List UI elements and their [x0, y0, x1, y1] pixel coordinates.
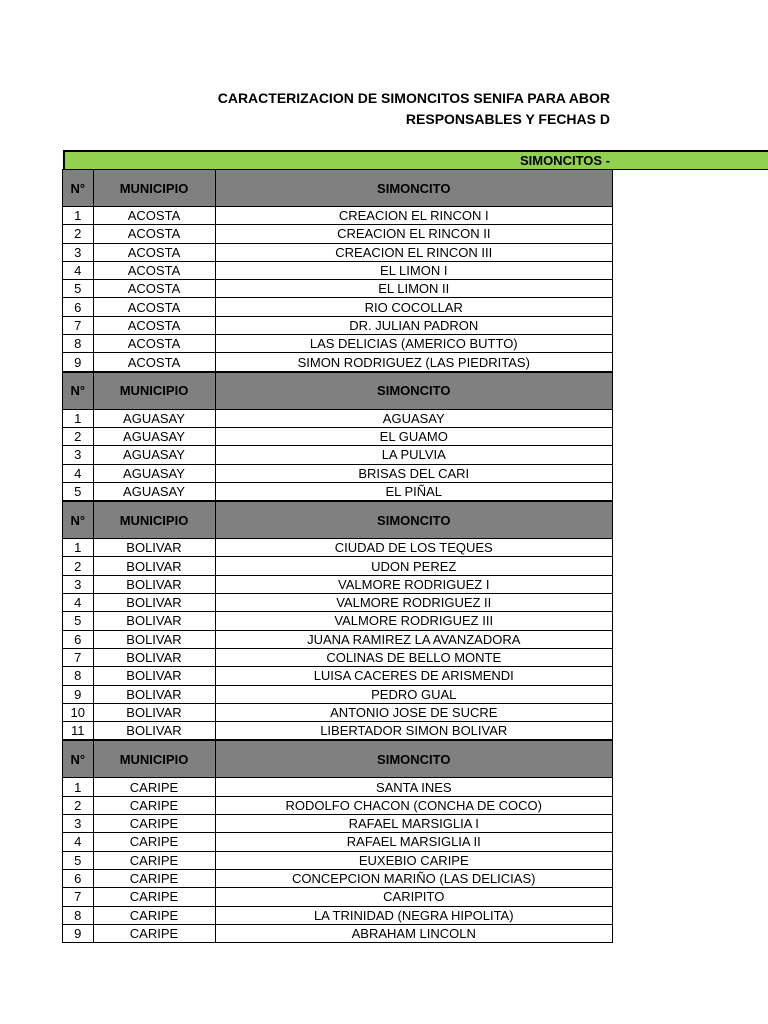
document-title-line-1: CARACTERIZACION DE SIMONCITOS SENIFA PARA ABOR — [217, 90, 610, 106]
table-row — [63, 685, 612, 703]
column-header-simoncito: SIMONCITO — [215, 170, 612, 207]
cell-simoncito: RAFAEL MARSIGLIA I — [215, 815, 612, 833]
section-header-bar — [63, 150, 768, 170]
section-header-label: SIMONCITOS - — [519, 153, 610, 168]
cell-municipio: AGUASAY — [93, 482, 215, 500]
cell-simoncito: PEDRO GUAL — [215, 685, 612, 703]
cell-number: 2 — [63, 557, 93, 575]
column-header-n: N° — [63, 372, 93, 409]
cell-number: 3 — [63, 446, 93, 464]
cell-municipio: BOLIVAR — [93, 703, 215, 721]
cell-number: 4 — [63, 464, 93, 482]
cell-number: 4 — [63, 833, 93, 851]
column-header-municipio: MUNICIPIO — [93, 372, 215, 409]
cell-municipio: BOLIVAR — [93, 722, 215, 740]
cell-municipio: ACOSTA — [93, 280, 215, 298]
cell-number: 2 — [63, 225, 93, 243]
cell-simoncito: LUISA CACERES DE ARISMENDI — [215, 667, 612, 685]
cell-number: 1 — [63, 207, 93, 225]
cell-municipio: ACOSTA — [93, 225, 215, 243]
cell-simoncito: VALMORE RODRIGUEZ I — [215, 575, 612, 593]
table-row — [63, 482, 612, 500]
table-row — [63, 539, 612, 557]
column-header-n: N° — [63, 170, 93, 207]
cell-municipio: ACOSTA — [93, 243, 215, 261]
cell-simoncito: EL LIMON II — [215, 280, 612, 298]
cell-municipio: AGUASAY — [93, 427, 215, 445]
cell-municipio: ACOSTA — [93, 207, 215, 225]
cell-municipio: CARIPE — [93, 906, 215, 924]
cell-number: 9 — [63, 685, 93, 703]
cell-number: 6 — [63, 630, 93, 648]
cell-simoncito: LA PULVIA — [215, 446, 612, 464]
cell-municipio: ACOSTA — [93, 261, 215, 279]
table-row — [63, 796, 612, 814]
cell-number: 8 — [63, 335, 93, 353]
cell-simoncito: ANTONIO JOSE DE SUCRE — [215, 703, 612, 721]
table-row — [63, 207, 612, 225]
municipio-block — [63, 372, 612, 501]
table-row — [63, 446, 612, 464]
table-header-row — [63, 741, 612, 778]
table-row — [63, 316, 612, 334]
cell-municipio: CARIPE — [93, 851, 215, 869]
cell-municipio: BOLIVAR — [93, 539, 215, 557]
cell-simoncito: AGUASAY — [215, 409, 612, 427]
cell-municipio: BOLIVAR — [93, 594, 215, 612]
column-header-municipio: MUNICIPIO — [93, 170, 215, 207]
cell-simoncito: EL LIMON I — [215, 261, 612, 279]
table-header-row — [63, 170, 612, 207]
cell-simoncito: SANTA INES — [215, 778, 612, 796]
cell-municipio: CARIPE — [93, 796, 215, 814]
column-header-n: N° — [63, 502, 93, 539]
table-row — [63, 594, 612, 612]
cell-municipio: CARIPE — [93, 888, 215, 906]
cell-number: 8 — [63, 667, 93, 685]
cell-simoncito: VALMORE RODRIGUEZ III — [215, 612, 612, 630]
table-row — [63, 888, 612, 906]
cell-number: 5 — [63, 851, 93, 869]
cell-number: 7 — [63, 648, 93, 666]
cell-number: 7 — [63, 888, 93, 906]
cell-municipio: BOLIVAR — [93, 630, 215, 648]
table-row — [63, 464, 612, 482]
cell-municipio: BOLIVAR — [93, 685, 215, 703]
table-row — [63, 906, 612, 924]
table-header-row — [63, 502, 612, 539]
cell-number: 5 — [63, 612, 93, 630]
table-row — [63, 778, 612, 796]
cell-simoncito: RIO COCOLLAR — [215, 298, 612, 316]
cell-simoncito: LIBERTADOR SIMON BOLIVAR — [215, 722, 612, 740]
cell-number: 5 — [63, 280, 93, 298]
table-row — [63, 703, 612, 721]
column-header-municipio: MUNICIPIO — [93, 502, 215, 539]
cell-municipio: CARIPE — [93, 815, 215, 833]
cell-number: 1 — [63, 539, 93, 557]
cell-simoncito: LAS DELICIAS (AMERICO BUTTO) — [215, 335, 612, 353]
table-row — [63, 298, 612, 316]
table-row — [63, 280, 612, 298]
cell-simoncito: BRISAS DEL CARI — [215, 464, 612, 482]
cell-number: 9 — [63, 353, 93, 371]
cell-number: 6 — [63, 869, 93, 887]
table-row — [63, 243, 612, 261]
table-row — [63, 409, 612, 427]
column-header-simoncito: SIMONCITO — [215, 372, 612, 409]
table-row — [63, 353, 612, 371]
column-header-simoncito: SIMONCITO — [215, 741, 612, 778]
cell-number: 4 — [63, 594, 93, 612]
cell-simoncito: RAFAEL MARSIGLIA II — [215, 833, 612, 851]
table-row — [63, 851, 612, 869]
cell-municipio: AGUASAY — [93, 409, 215, 427]
cell-municipio: BOLIVAR — [93, 648, 215, 666]
table-row — [63, 833, 612, 851]
table-header-row — [63, 372, 612, 409]
cell-simoncito: UDON PEREZ — [215, 557, 612, 575]
cell-number: 4 — [63, 261, 93, 279]
cell-simoncito: LA TRINIDAD (NEGRA HIPOLITA) — [215, 906, 612, 924]
cell-municipio: CARIPE — [93, 869, 215, 887]
cell-municipio: BOLIVAR — [93, 612, 215, 630]
cell-number: 10 — [63, 703, 93, 721]
cell-simoncito: CONCEPCION MARIÑO (LAS DELICIAS) — [215, 869, 612, 887]
cell-number: 3 — [63, 575, 93, 593]
table-row — [63, 335, 612, 353]
municipio-block — [63, 169, 612, 372]
cell-number: 7 — [63, 316, 93, 334]
cell-simoncito: CREACION EL RINCON III — [215, 243, 612, 261]
table-row — [63, 648, 612, 666]
cell-municipio: CARIPE — [93, 833, 215, 851]
table-row — [63, 225, 612, 243]
table-row — [63, 557, 612, 575]
cell-number: 3 — [63, 243, 93, 261]
cell-simoncito: VALMORE RODRIGUEZ II — [215, 594, 612, 612]
table-row — [63, 427, 612, 445]
cell-simoncito: EL PIÑAL — [215, 482, 612, 500]
cell-simoncito: CIUDAD DE LOS TEQUES — [215, 539, 612, 557]
table-row — [63, 612, 612, 630]
cell-municipio: CARIPE — [93, 924, 215, 942]
table-row — [63, 924, 612, 942]
cell-simoncito: ABRAHAM LINCOLN — [215, 924, 612, 942]
cell-number: 9 — [63, 924, 93, 942]
column-header-municipio: MUNICIPIO — [93, 741, 215, 778]
table-row — [63, 261, 612, 279]
cell-number: 1 — [63, 409, 93, 427]
column-header-n: N° — [63, 741, 93, 778]
column-header-simoncito: SIMONCITO — [215, 502, 612, 539]
cell-simoncito: EUXEBIO CARIPE — [215, 851, 612, 869]
cell-number: 5 — [63, 482, 93, 500]
cell-number: 1 — [63, 778, 93, 796]
municipio-block — [63, 740, 612, 943]
cell-simoncito: RODOLFO CHACON (CONCHA DE COCO) — [215, 796, 612, 814]
cell-municipio: ACOSTA — [93, 316, 215, 334]
table-row — [63, 575, 612, 593]
table-row — [63, 815, 612, 833]
table-row — [63, 630, 612, 648]
cell-municipio: ACOSTA — [93, 298, 215, 316]
cell-simoncito: CARIPITO — [215, 888, 612, 906]
cell-number: 6 — [63, 298, 93, 316]
simoncitos-table — [62, 169, 613, 943]
cell-municipio: ACOSTA — [93, 335, 215, 353]
cell-simoncito: DR. JULIAN PADRON — [215, 316, 612, 334]
cell-municipio: BOLIVAR — [93, 667, 215, 685]
cell-municipio: BOLIVAR — [93, 575, 215, 593]
cell-simoncito: SIMON RODRIGUEZ (LAS PIEDRITAS) — [215, 353, 612, 371]
cell-number: 11 — [63, 722, 93, 740]
table-row — [63, 869, 612, 887]
cell-simoncito: COLINAS DE BELLO MONTE — [215, 648, 612, 666]
cell-municipio: AGUASAY — [93, 464, 215, 482]
cell-simoncito: JUANA RAMIREZ LA AVANZADORA — [215, 630, 612, 648]
cell-number: 3 — [63, 815, 93, 833]
cell-municipio: BOLIVAR — [93, 557, 215, 575]
cell-number: 2 — [63, 427, 93, 445]
cell-municipio: ACOSTA — [93, 353, 215, 371]
municipio-block — [63, 501, 612, 740]
cell-simoncito: CREACION EL RINCON II — [215, 225, 612, 243]
cell-number: 2 — [63, 796, 93, 814]
cell-municipio: CARIPE — [93, 778, 215, 796]
document-title-line-2: RESPONSABLES Y FECHAS D — [405, 111, 610, 127]
table-row — [63, 667, 612, 685]
cell-number: 8 — [63, 906, 93, 924]
table-row — [63, 722, 612, 740]
cell-municipio: AGUASAY — [93, 446, 215, 464]
cell-simoncito: CREACION EL RINCON I — [215, 207, 612, 225]
cell-simoncito: EL GUAMO — [215, 427, 612, 445]
